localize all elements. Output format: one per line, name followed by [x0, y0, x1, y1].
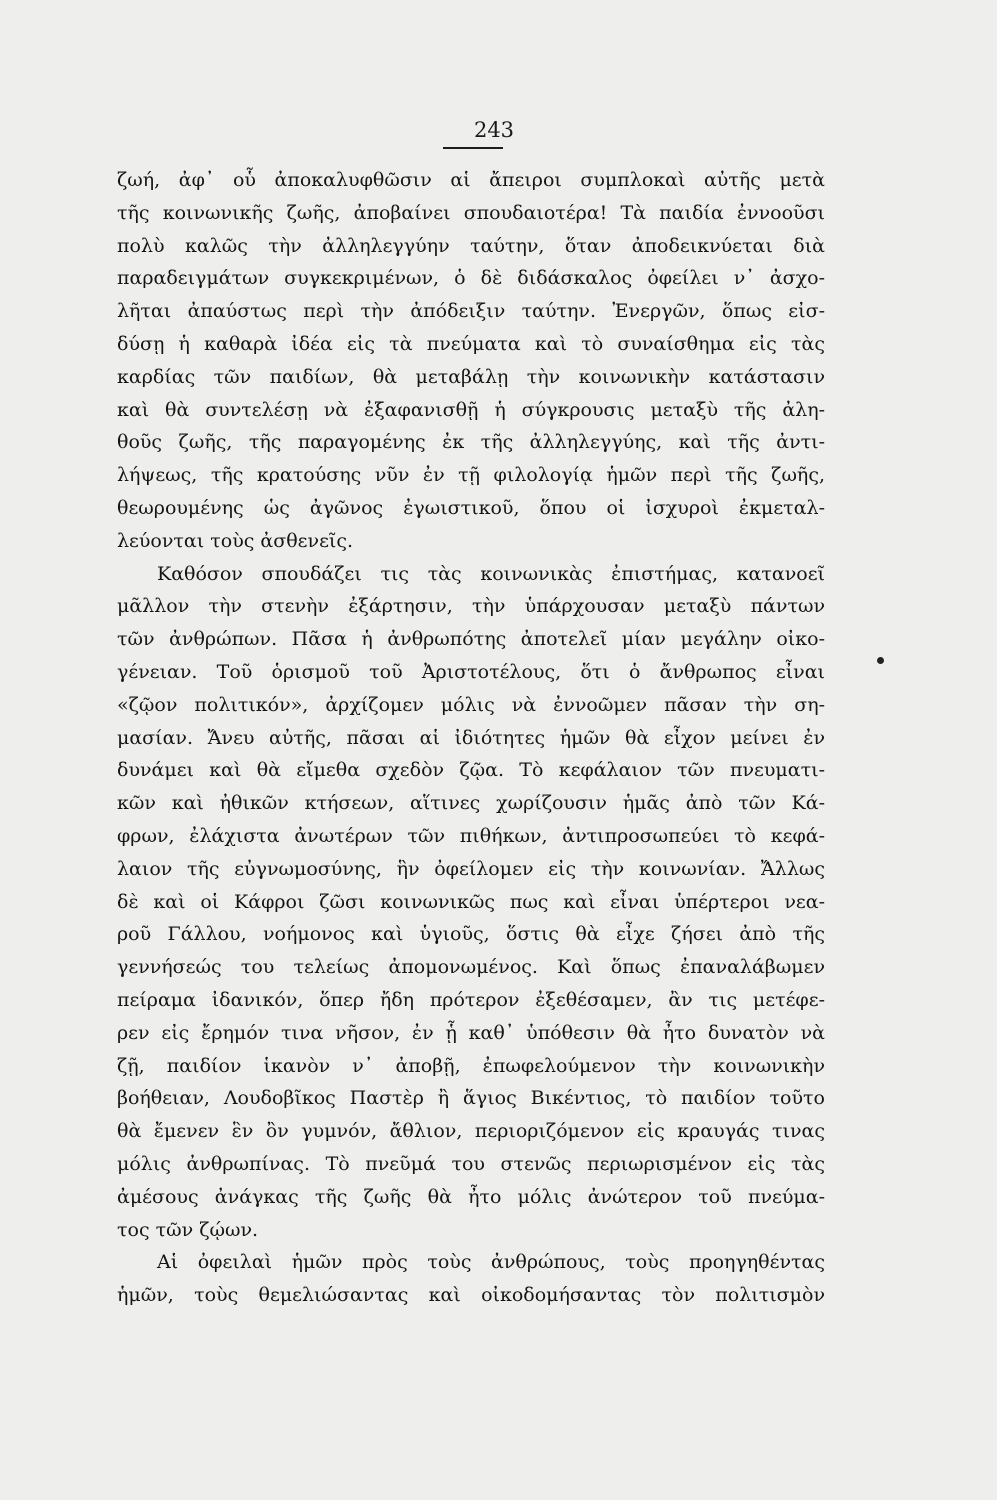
text-line: ροῦ Γάλλου, νοήμονος καὶ ὑγιοῦς, ὅστις θὰ εἶχε ζήσει ἀπὸ τῆς [117, 923, 825, 946]
text-line: «ζῷον πολιτικόν», ἀρχίζομεν μόλις νὰ ἐννοῶμεν πᾶσαν τὴν ση- [117, 693, 825, 716]
text-line: Καθόσον σπουδάζει τις τὰς κοινωνικὰς ἐπιστήμας, κατανοεῖ [157, 562, 825, 585]
header-rule [443, 147, 503, 149]
text-line: θοῦς ζωῆς, τῆς παραγομένης ἐκ τῆς ἀλληλεγγύης, καὶ τῆς ἀντι- [117, 431, 825, 454]
ink-dot [877, 657, 884, 664]
text-line: θὰ ἔμενεν ἓν ὂν γυμνόν, ἄθλιον, περιοριζόμενον εἰς κραυγάς τινας [117, 1120, 825, 1143]
text-line: μασίαν. Ἄνευ αὐτῆς, πᾶσαι αἱ ἰδιότητες ἡμῶν θὰ εἶχον μείνει ἐν [117, 726, 825, 749]
text-line: δυνάμει καὶ θὰ εἴμεθα σχεδὸν ζῷα. Τὸ κεφάλαιον τῶν πνευματι- [117, 759, 825, 782]
text-line: Αἱ ὀφειλαὶ ἡμῶν πρὸς τοὺς ἀνθρώπους, τοὺς προηγηθέντας [157, 1251, 825, 1274]
text-line: ζωή, ἀφ᾿ οὗ ἀποκαλυφθῶσιν αἱ ἄπειροι συμπλοκαὶ αὐτῆς μετὰ [117, 169, 825, 191]
text-line: παραδειγμάτων συγκεκριμένων, ὁ δὲ διδάσκαλος ὀφείλει ν᾿ ἀσχο- [117, 267, 825, 290]
text-line: ζῇ, παιδίον ἱκανὸν ν᾿ ἀποβῇ, ἐπωφελούμενον τὴν κοινωνικὴν [117, 1054, 825, 1077]
text-line: πείραμα ἰδανικόν, ὅπερ ἤδη πρότερον ἐξεθέσαμεν, ἂν τις μετέφε- [117, 988, 825, 1011]
page-number: 243 [473, 118, 515, 142]
text-line: τῶν ἀνθρώπων. Πᾶσα ἡ ἀνθρωπότης ἀποτελεῖ μίαν μεγάλην οἰκο- [117, 628, 825, 651]
text-line: γεννήσεώς του τελείως ἀπομονωμένος. Καὶ ὅπως ἐπαναλάβωμεν [117, 956, 825, 979]
text-line: λήψεως, τῆς κρατούσης νῦν ἐν τῇ φιλολογίᾳ ἡμῶν περὶ τῆς ζωῆς, [117, 464, 825, 487]
text-line: δύσῃ ἡ καθαρὰ ἰδέα εἰς τὰ πνεύματα καὶ τὸ συναίσθημα εἰς τὰς [117, 332, 825, 355]
text-line: γένειαν. Τοῦ ὁρισμοῦ τοῦ Ἀριστοτέλους, ὅτι ὁ ἄνθρωπος εἶναι [117, 660, 825, 683]
text-line: βοήθειαν, Λουδοβῖκος Παστὲρ ἢ ἅγιος Βικέντιος, τὸ παιδίον τοῦτο [117, 1087, 825, 1110]
text-line: ἡμῶν, τοὺς θεμελιώσαντας καὶ οἰκοδομήσαντας τὸν πολιτισμὸν [117, 1284, 825, 1307]
text-line: τῆς κοινωνικῆς ζωῆς, ἀποβαίνει σπουδαιοτέρα! Τὰ παιδία ἐννοοῦσι [117, 201, 825, 224]
body-text [117, 164, 825, 1312]
text-line: πολὺ καλῶς τὴν ἀλληλεγγύην ταύτην, ὅταν ἀποδεικνύεται διὰ [117, 234, 825, 257]
text-line: ἀμέσους ἀνάγκας τῆς ζωῆς θὰ ἦτο μόλις ἀνώτερον τοῦ πνεύμα- [117, 1185, 825, 1208]
text-line: λῆται ἀπαύστως περὶ τὴν ἀπόδειξιν ταύτην. Ἐνεργῶν, ὅπως εἰσ- [117, 300, 825, 323]
text-line: ρεν εἰς ἔρημόν τινα νῆσον, ἐν ᾗ καθ᾿ ὑπόθεσιν θὰ ἦτο δυνατὸν νὰ [117, 1021, 825, 1044]
text-line: θεωρουμένης ὡς ἀγῶνος ἐγωιστικοῦ, ὅπου οἱ ἰσχυροὶ ἐκμεταλ- [117, 496, 825, 519]
text-line: καρδίας τῶν παιδίων, θὰ μεταβάλῃ τὴν κοινωνικὴν κατάστασιν [117, 365, 825, 388]
text-line: μᾶλλον τὴν στενὴν ἐξάρτησιν, τὴν ὑπάρχουσαν μεταξὺ πάντων [117, 595, 825, 618]
text-line: καὶ θὰ συντελέσῃ νὰ ἐξαφανισθῇ ἡ σύγκρουσις μεταξὺ τῆς ἀλη- [117, 398, 825, 421]
text-line: λεύονται τοὺς ἀσθενεῖς. [117, 529, 354, 552]
text-line: φρων, ἐλάχιστα ἀνωτέρων τῶν πιθήκων, ἀντιπροσωπεύει τὸ κεφά- [117, 824, 825, 847]
text-line: δὲ καὶ οἱ Κάφροι ζῶσι κοινωνικῶς πως καὶ εἶναι ὑπέρτεροι νεα- [117, 890, 825, 913]
text-line: μόλις ἀνθρωπίνας. Τὸ πνεῦμά του στενῶς περιωρισμένον εἰς τὰς [117, 1152, 825, 1175]
text-line: λαιον τῆς εὐγνωμοσύνης, ἣν ὀφείλομεν εἰς τὴν κοινωνίαν. Ἄλλως [117, 857, 825, 880]
text-line: τος τῶν ζῴων. [117, 1218, 259, 1241]
text-line: κῶν καὶ ἠθικῶν κτήσεων, αἵτινες χωρίζουσιν ἡμᾶς ἀπὸ τῶν Κά- [117, 792, 825, 815]
